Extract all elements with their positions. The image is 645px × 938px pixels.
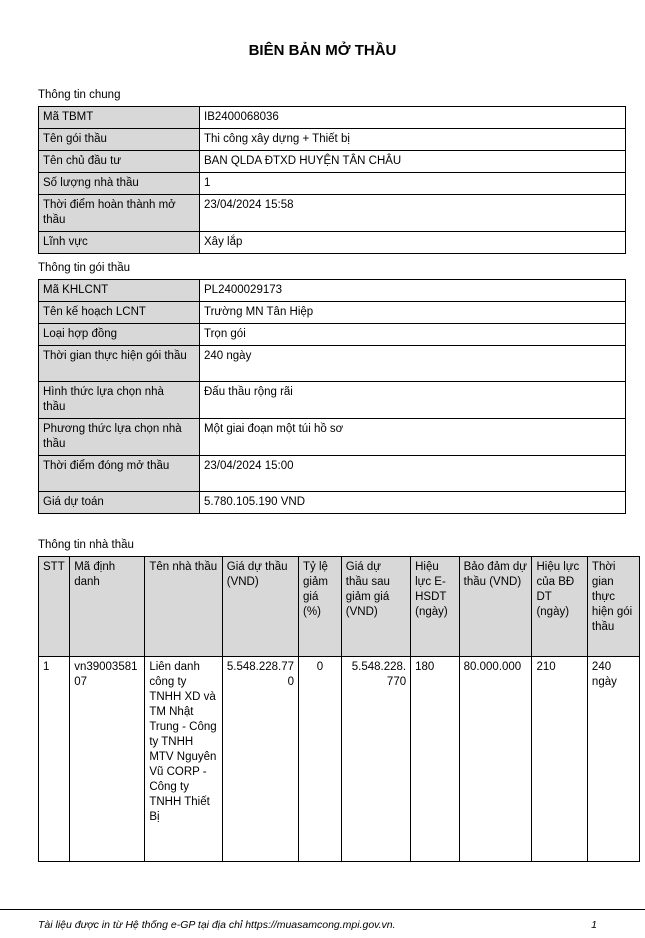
row-label: Số lượng nhà thầu <box>39 173 200 195</box>
row-label: Hình thức lựa chọn nhà thầu <box>39 382 200 419</box>
cell-bao-dam-du-thau: 80.000.000 <box>459 657 532 862</box>
row-value: 1 <box>200 173 626 195</box>
general-info-table <box>38 106 626 254</box>
cell-ty-le-giam-gia: 0 <box>299 657 342 862</box>
col-header-gia-du-thau: Giá dự thầu (VND) <box>222 557 298 657</box>
col-header-ma-dinh-danh: Mã định danh <box>70 557 145 657</box>
col-header-hieu-luc-ehsdt: Hiệu lực E-HSDT (ngày) <box>411 557 460 657</box>
col-header-ty-le-giam-gia: Tỷ lệ giảm giá (%) <box>299 557 342 657</box>
row-label: Tên chủ đầu tư <box>39 151 200 173</box>
row-value: 23/04/2024 15:58 <box>200 195 626 232</box>
row-label: Mã KHLCNT <box>39 280 200 302</box>
row-label: Lĩnh vực <box>39 232 200 254</box>
table-row <box>39 324 626 346</box>
footer-note: Tài liệu được in từ Hệ thống e-GP tại địa chỉ https://muasamcong.mpi.gov.vn. <box>38 919 396 931</box>
table-row <box>39 129 626 151</box>
section-title-bidders: Thông tin nhà thầu <box>38 539 134 551</box>
table-row <box>39 173 626 195</box>
row-value: Trọn gói <box>200 324 626 346</box>
col-header-gia-sau-giam-gia: Giá dự thầu sau giảm giá (VND) <box>341 557 410 657</box>
section-title-package-info: Thông tin gói thầu <box>38 262 131 274</box>
row-label: Tên gói thầu <box>39 129 200 151</box>
table-row <box>39 346 626 382</box>
table-row <box>39 232 626 254</box>
cell-hieu-luc-bddt: 210 <box>532 657 587 862</box>
cell-gia-sau-giam-gia: 5.548.228.770 <box>341 657 410 862</box>
row-value: 5.780.105.190 VND <box>200 492 626 514</box>
row-value: Xây lắp <box>200 232 626 254</box>
cell-thoi-gian-thuc-hien: 240 ngày <box>587 657 639 862</box>
col-header-ten-nha-thau: Tên nhà thầu <box>145 557 222 657</box>
table-row <box>39 151 626 173</box>
document-page <box>0 42 645 938</box>
table-row <box>39 302 626 324</box>
col-header-bao-dam-du-thau: Bảo đảm dự thầu (VND) <box>459 557 532 657</box>
section-bidders <box>38 538 645 862</box>
page-title: BIÊN BẢN MỞ THẦU <box>248 42 397 59</box>
page-number: 1 <box>591 919 597 931</box>
bidders-header-row <box>39 557 640 657</box>
row-value: 240 ngày <box>200 346 626 382</box>
table-row <box>39 107 626 129</box>
row-value: PL2400029173 <box>200 280 626 302</box>
package-info-table <box>38 279 626 514</box>
table-row <box>39 382 626 419</box>
row-value: IB2400068036 <box>200 107 626 129</box>
bidder-row <box>39 657 640 862</box>
table-row <box>39 195 626 232</box>
row-label: Thời điểm đóng mở thầu <box>39 456 200 492</box>
row-value: Thi công xây dựng + Thiết bị <box>200 129 626 151</box>
col-header-stt: STT <box>39 557 70 657</box>
row-label: Thời gian thực hiện gói thầu <box>39 346 200 382</box>
row-value: 23/04/2024 15:00 <box>200 456 626 492</box>
table-row <box>39 419 626 456</box>
cell-ma-dinh-danh: vn3900358107 <box>70 657 145 862</box>
cell-ten-nha-thau: Liên danh công ty TNHH XD và TM Nhật Trung - Công ty TNHH MTV Nguyên Vũ CORP - Công ty TNHH Thiết Bị <box>145 657 222 862</box>
row-value: Trường MN Tân Hiệp <box>200 302 626 324</box>
section-package-info <box>38 261 645 514</box>
section-title-general-info: Thông tin chung <box>38 89 121 101</box>
row-label: Thời điểm hoàn thành mở thầu <box>39 195 200 232</box>
row-value: Một giai đoạn một túi hồ sơ <box>200 419 626 456</box>
table-row <box>39 456 626 492</box>
page-footer <box>0 909 645 938</box>
row-label: Phương thức lựa chọn nhà thầu <box>39 419 200 456</box>
row-value: Đấu thầu rộng rãi <box>200 382 626 419</box>
table-row <box>39 492 626 514</box>
col-header-hieu-luc-bddt: Hiệu lực của BĐ DT (ngày) <box>532 557 587 657</box>
col-header-thoi-gian-thuc-hien: Thời gian thực hiện gói thầu <box>587 557 639 657</box>
bidders-table <box>38 556 640 862</box>
row-label: Giá dự toán <box>39 492 200 514</box>
section-general-info <box>38 88 645 254</box>
table-row <box>39 280 626 302</box>
row-label: Loại hợp đồng <box>39 324 200 346</box>
row-label: Tên kế hoạch LCNT <box>39 302 200 324</box>
cell-hieu-luc-ehsdt: 180 <box>411 657 460 862</box>
cell-gia-du-thau: 5.548.228.770 <box>222 657 298 862</box>
row-value: BAN QLDA ĐTXD HUYỆN TÂN CHÂU <box>200 151 626 173</box>
cell-stt: 1 <box>39 657 70 862</box>
row-label: Mã TBMT <box>39 107 200 129</box>
